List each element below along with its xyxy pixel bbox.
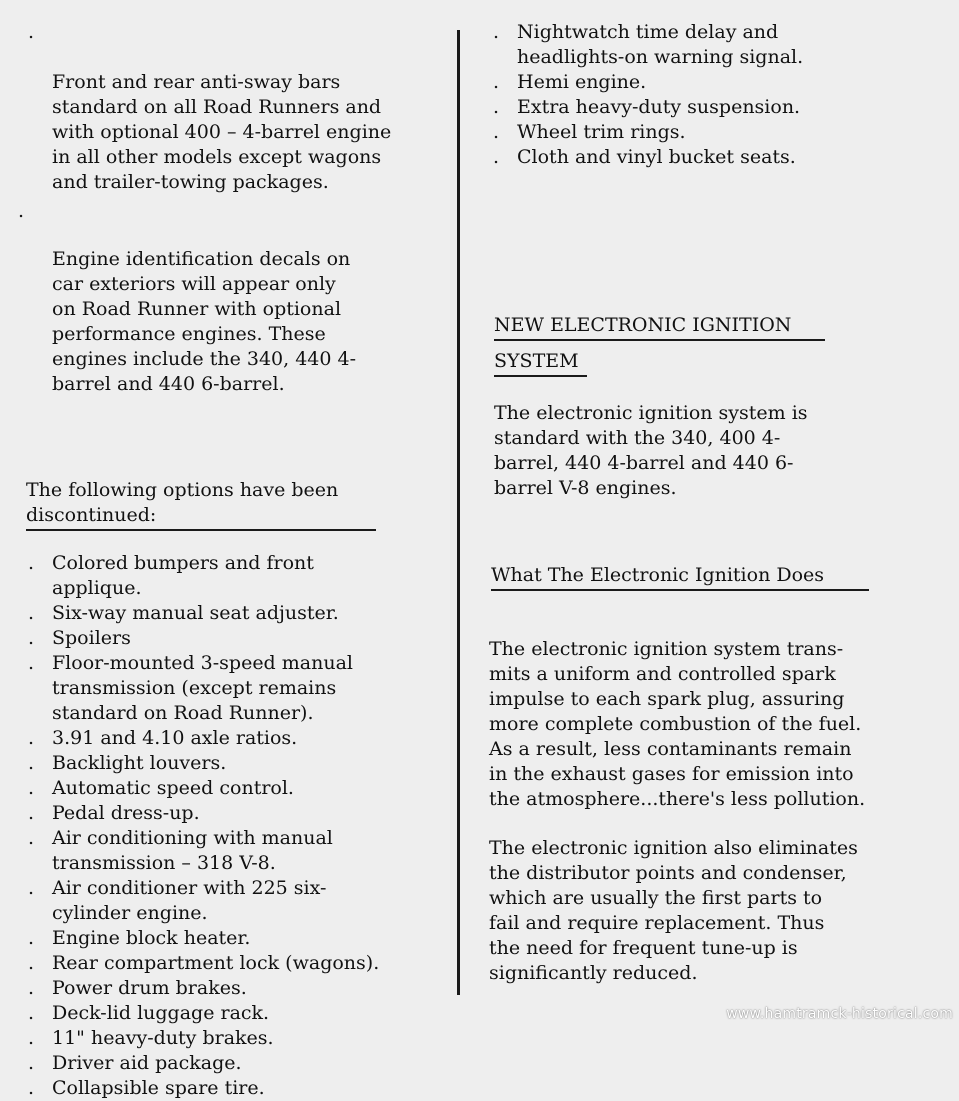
bullet-dot: . bbox=[18, 200, 25, 222]
bullet-dot: . bbox=[493, 96, 500, 118]
list-item-text: Air conditioning with manual transmission – 318 V-8. bbox=[52, 827, 333, 874]
list-item bbox=[26, 20, 446, 195]
list-item-text: Hemi engine. bbox=[517, 71, 647, 93]
intro-list bbox=[18, 20, 446, 397]
bullet-dot: . bbox=[28, 552, 35, 574]
list-item-text: Automatic speed control. bbox=[52, 777, 294, 799]
bullet-dot: . bbox=[28, 1052, 35, 1074]
bullet-dot: . bbox=[28, 777, 35, 799]
bullet-dot: . bbox=[493, 146, 500, 168]
ignition-does-heading-text: What The Electronic Ignition Does bbox=[491, 564, 825, 586]
list-item-text: Air conditioner with 225 six- cylinder engine. bbox=[52, 877, 327, 924]
watermark: www.hamtramck-historical.com bbox=[726, 1006, 953, 1022]
list-item-text: Pedal dress-up. bbox=[52, 802, 200, 824]
bullet-dot: . bbox=[28, 802, 35, 824]
bullet-dot: . bbox=[28, 727, 35, 749]
list-item bbox=[26, 976, 446, 1001]
ignition-does-para2: The electronic ignition also eliminates the distributor points and condenser, which are usually the first parts to fail and require replacement. Thus the need for frequent tune-up is significantly reduced. bbox=[489, 837, 858, 984]
list-item-text: Six-way manual seat adjuster. bbox=[52, 602, 339, 624]
bullet-dot: . bbox=[28, 977, 35, 999]
bullet-dot: . bbox=[493, 21, 500, 43]
bullet-dot: . bbox=[493, 121, 500, 143]
top-options-list bbox=[491, 20, 949, 170]
list-item-text: Spoilers bbox=[52, 627, 131, 649]
list-item bbox=[26, 1076, 446, 1101]
list-item-text: Engine identification decals on car exteriors will appear only on Road Runner with optional performance engines. These engines include the 340, 440 4- barrel and 440 6-barrel. bbox=[52, 248, 357, 395]
ignition-heading-line1-text: NEW ELECTRONIC IGNITION bbox=[494, 314, 792, 336]
bullet-dot: . bbox=[493, 71, 500, 93]
list-item bbox=[26, 951, 446, 976]
bullet-dot: . bbox=[28, 827, 35, 849]
discontinued-heading bbox=[26, 478, 376, 531]
list-item bbox=[491, 145, 949, 170]
list-item-text: Power drum brakes. bbox=[52, 977, 247, 999]
discontinued-list bbox=[26, 551, 446, 1101]
list-item-text: Cloth and vinyl bucket seats. bbox=[517, 146, 796, 168]
list-item bbox=[26, 726, 446, 751]
list-item bbox=[26, 776, 446, 801]
bullet-dot: . bbox=[28, 602, 35, 624]
list-item bbox=[26, 651, 446, 726]
list-item-text: Collapsible spare tire. bbox=[52, 1077, 265, 1099]
ignition-heading-line2 bbox=[494, 349, 587, 377]
list-item-text: Rear compartment lock (wagons). bbox=[52, 952, 380, 974]
bullet-dot: . bbox=[28, 21, 35, 43]
ignition-body: The electronic ignition system is standard with the 340, 400 4- barrel, 440 4-barrel and 440 6- barrel V-8 engines. bbox=[494, 402, 808, 499]
right-column bbox=[489, 20, 949, 986]
list-item-text: Engine block heater. bbox=[52, 927, 251, 949]
bullet-dot: . bbox=[28, 1027, 35, 1049]
list-item bbox=[26, 926, 446, 951]
list-item bbox=[18, 197, 446, 397]
list-item bbox=[26, 1026, 446, 1051]
bullet-dot: . bbox=[28, 952, 35, 974]
list-item bbox=[26, 1001, 446, 1026]
list-item bbox=[491, 95, 949, 120]
list-item-text: Wheel trim rings. bbox=[517, 121, 686, 143]
column-divider bbox=[457, 30, 460, 995]
ignition-does-para1: The electronic ignition system trans- mits a uniform and controlled spark impulse to each spark plug, assuring more complete combustion of the fuel. As a result, less contaminants remain in the exhaust gases for emission into the atmosphere...there's less pollution. bbox=[489, 638, 866, 810]
bullet-dot: . bbox=[28, 1002, 35, 1024]
list-item-text: Deck-lid luggage rack. bbox=[52, 1002, 270, 1024]
bullet-dot: . bbox=[28, 752, 35, 774]
list-item-text: 11" heavy-duty brakes. bbox=[52, 1027, 274, 1049]
ignition-section-heading bbox=[494, 313, 949, 377]
list-item-text: Backlight louvers. bbox=[52, 752, 227, 774]
list-item bbox=[26, 601, 446, 626]
ignition-heading-line1 bbox=[494, 313, 825, 341]
list-item bbox=[26, 626, 446, 651]
bullet-dot: . bbox=[28, 627, 35, 649]
list-item-text: Front and rear anti-sway bars standard on all Road Runners and with optional 400 – 4-barrel engine in all other models except wagons and trailer-towing packages. bbox=[52, 71, 392, 193]
list-item bbox=[491, 120, 949, 145]
list-item bbox=[491, 70, 949, 95]
left-column bbox=[18, 20, 446, 1101]
list-item bbox=[26, 826, 446, 876]
list-item bbox=[491, 20, 949, 70]
list-item bbox=[26, 1051, 446, 1076]
discontinued-heading-text: The following options have been discontinued: bbox=[26, 479, 339, 526]
list-item-text: Nightwatch time delay and headlights-on warning signal. bbox=[517, 21, 804, 68]
bullet-dot: . bbox=[28, 1077, 35, 1099]
list-item bbox=[26, 876, 446, 926]
bullet-dot: . bbox=[28, 652, 35, 674]
list-item bbox=[26, 551, 446, 601]
list-item bbox=[26, 751, 446, 776]
ignition-does-heading bbox=[491, 563, 869, 591]
bullet-dot: . bbox=[28, 877, 35, 899]
ignition-heading-line2-text: SYSTEM bbox=[494, 350, 579, 372]
bullet-dot: . bbox=[28, 927, 35, 949]
list-item-text: Colored bumpers and front applique. bbox=[52, 552, 314, 599]
list-item-text: 3.91 and 4.10 axle ratios. bbox=[52, 727, 298, 749]
list-item-text: Floor-mounted 3-speed manual transmission (except remains standard on Road Runner). bbox=[52, 652, 353, 724]
list-item bbox=[26, 801, 446, 826]
list-item-text: Driver aid package. bbox=[52, 1052, 242, 1074]
list-item-text: Extra heavy-duty suspension. bbox=[517, 96, 801, 118]
